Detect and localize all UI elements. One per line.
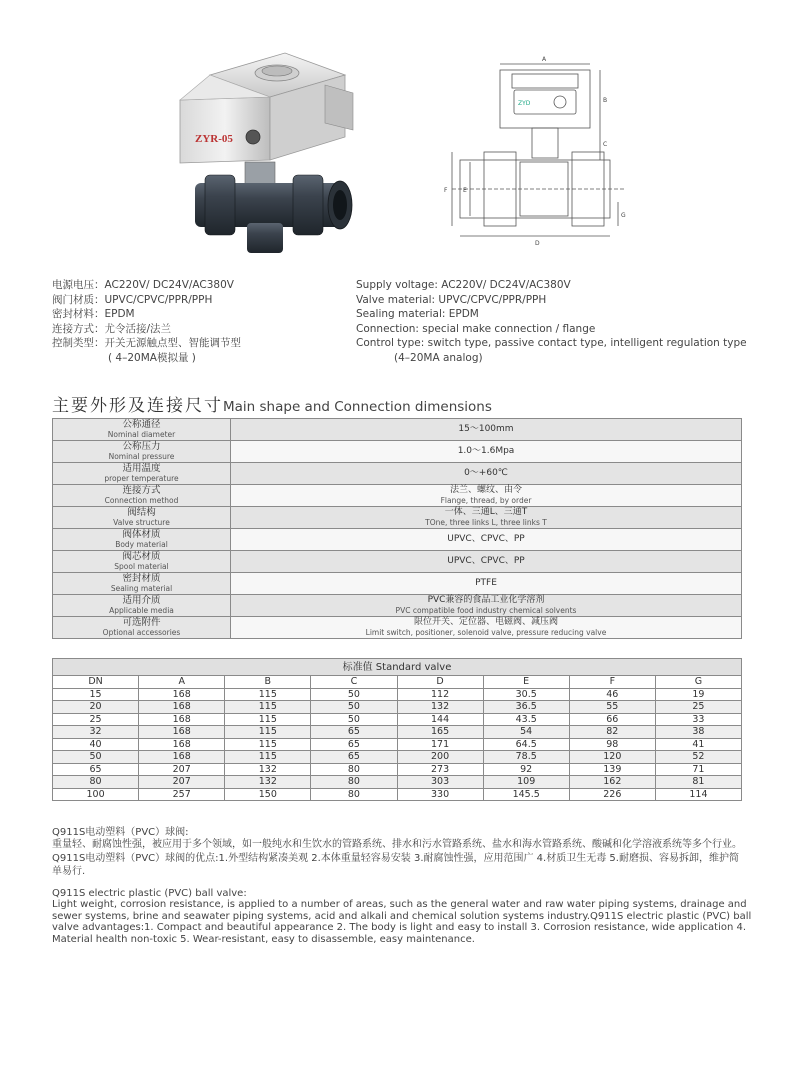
description-en-title: Q911S electric plastic (PVC) ball valve: [52, 888, 247, 899]
param-label [53, 507, 231, 529]
table-cell: 226 [569, 788, 655, 801]
table-cell: 165 [397, 726, 483, 739]
table-cell: 115 [225, 738, 311, 751]
param-value-main: UPVC、CPVC、PP [447, 555, 525, 566]
param-value-main: 一体、三通L、三通T [444, 507, 528, 517]
param-value-sub: Limit switch, positioner, solenoid valve, pressure reducing valve [365, 627, 607, 637]
param-value-main: 1.0～1.6Mpa [457, 445, 515, 456]
param-label [53, 485, 231, 507]
param-row [53, 441, 742, 463]
table-cell: 273 [397, 763, 483, 776]
param-row [53, 617, 742, 639]
spec-cn-control-note: ( 4–20MA模拟量 ) [108, 351, 196, 364]
table-cell: 139 [569, 763, 655, 776]
table-cell: 114 [655, 788, 741, 801]
spec-en-control-note: (4–20MA analog) [394, 351, 483, 364]
column-header: DN [53, 676, 139, 689]
param-label-en: Nominal pressure [108, 451, 175, 461]
param-label-cn: 公称压力 [122, 441, 161, 452]
table-cell: 100 [53, 788, 139, 801]
table-cell: 38 [655, 726, 741, 739]
table-cell: 115 [225, 751, 311, 764]
table-cell: 115 [225, 688, 311, 701]
table-cell: 50 [311, 688, 397, 701]
param-value [231, 485, 742, 507]
table-cell: 20 [53, 701, 139, 714]
dim-label-a: A [542, 56, 547, 63]
table-cell: 171 [397, 738, 483, 751]
product-image [175, 45, 360, 270]
table-cell: 40 [53, 738, 139, 751]
table-cell: 168 [139, 701, 225, 714]
param-value-main: 15～100mm [458, 423, 514, 434]
param-label-cn: 连接方式 [122, 485, 161, 496]
column-header: G [655, 676, 741, 689]
param-label-cn: 可选附件 [122, 617, 161, 628]
param-row [53, 529, 742, 551]
table-row [53, 788, 742, 801]
param-label [53, 551, 231, 573]
spec-cn-seal: 密封材料：EPDM [52, 308, 135, 321]
parameters-table [52, 418, 742, 639]
spec-cn-control: 控制类型：开关无源触点型、智能调节型 [52, 337, 241, 350]
description-cn-title: Q911S电动塑料（PVC）球阀: [52, 827, 189, 838]
model-label: ZYR-05 [195, 133, 233, 145]
table-cell: 25 [655, 701, 741, 714]
param-row [53, 551, 742, 573]
param-label-en: proper temperature [104, 473, 179, 483]
table-cell: 168 [139, 738, 225, 751]
table-cell: 32 [53, 726, 139, 739]
column-header: E [483, 676, 569, 689]
param-label [53, 573, 231, 595]
table-cell: 50 [311, 713, 397, 726]
param-label-cn: 密封材质 [122, 573, 161, 584]
table-cell: 78.5 [483, 751, 569, 764]
param-value-main: 0～+60℃ [464, 467, 508, 478]
spec-list-en [356, 278, 747, 366]
table-cell: 15 [53, 688, 139, 701]
table-cell: 145.5 [483, 788, 569, 801]
spec-cn-connection: 连接方式：尤令活接/法兰 [52, 322, 172, 335]
table-row [53, 713, 742, 726]
param-label [53, 441, 231, 463]
column-header: D [397, 676, 483, 689]
table-cell: 168 [139, 751, 225, 764]
param-value [231, 573, 742, 595]
param-value [231, 529, 742, 551]
table-cell: 150 [225, 788, 311, 801]
spec-cn-voltage: 电源电压：AC220V/ DC24V/AC380V [52, 279, 234, 291]
param-label-cn: 适用介质 [122, 595, 161, 606]
table-cell: 65 [311, 751, 397, 764]
table-cell: 257 [139, 788, 225, 801]
param-value-main: PVC兼容的食品工业化学溶剂 [427, 595, 545, 605]
standard-values-table [52, 658, 742, 801]
dim-label-b: B [603, 97, 608, 104]
table-cell: 144 [397, 713, 483, 726]
param-label-cn: 阀体材质 [122, 529, 161, 540]
table-cell: 33 [655, 713, 741, 726]
spec-cn-material: 阀门材质：UPVC/CPVC/PPR/PPH [52, 293, 213, 306]
table-cell: 19 [655, 688, 741, 701]
table-row [53, 688, 742, 701]
param-label-en: Applicable media [109, 605, 174, 615]
table-cell: 66 [569, 713, 655, 726]
section-title-cn: 主要外形及连接尺寸 [52, 396, 223, 416]
table-cell: 46 [569, 688, 655, 701]
section-title-en: Main shape and Connection dimensions [223, 399, 492, 415]
param-label-cn: 阀芯材质 [122, 551, 161, 562]
spec-en-voltage: Supply voltage: AC220V/ DC24V/AC380V [356, 279, 571, 291]
spec-list-cn [52, 278, 241, 366]
param-value-main: UPVC、CPVC、PP [447, 533, 525, 544]
param-value-sub: Flange, thread, by order [440, 495, 532, 505]
table-row [53, 701, 742, 714]
table-row [53, 738, 742, 751]
table-cell: 52 [655, 751, 741, 764]
column-header: A [139, 676, 225, 689]
column-header: B [225, 676, 311, 689]
table-cell: 50 [53, 751, 139, 764]
param-label-en: Nominal diameter [107, 429, 176, 439]
table-cell: 115 [225, 726, 311, 739]
table-cell: 207 [139, 763, 225, 776]
table-cell: 162 [569, 776, 655, 789]
table-cell: 80 [311, 788, 397, 801]
param-value [231, 617, 742, 639]
table-cell: 82 [569, 726, 655, 739]
spec-en-control: Control type: switch type, passive contact type, intelligent regulation type [356, 337, 747, 350]
dim-label-d: D [535, 240, 540, 247]
table-cell: 80 [311, 763, 397, 776]
param-row [53, 507, 742, 529]
param-row [53, 463, 742, 485]
dim-label-c: C [603, 141, 608, 148]
description-en-body: Light weight, corrosion resistance, is applied to a number of areas, such as the general water and raw water piping systems, drainage and sewer systems, brine and seawater piping systems, acid and alkali and chemical solution systems industry.Q911S electric plastic (PVC) ball valve advantages:1. Compact and beautiful appearance 2. The body is light and easy to install 3. Corrosion resistance, wide application 4. Material health non-toxic 5. Wear-resistant, easy to disassemble, easy maintenance. [52, 899, 752, 945]
table-cell: 65 [311, 738, 397, 751]
table-cell: 30.5 [483, 688, 569, 701]
table-cell: 168 [139, 726, 225, 739]
param-value [231, 441, 742, 463]
param-label [53, 617, 231, 639]
dim-label-f: F [444, 187, 448, 194]
param-row [53, 573, 742, 595]
param-value-sub: TOne, three links L, three links T [425, 517, 547, 527]
table-cell: 41 [655, 738, 741, 751]
drawing-logo: ZYD [518, 100, 531, 107]
param-value-main: 限位开关、定位器、电磁阀、减压阀 [413, 617, 558, 627]
table-cell: 168 [139, 688, 225, 701]
table-cell: 115 [225, 701, 311, 714]
table-cell: 200 [397, 751, 483, 764]
spec-en-seal: Sealing material: EPDM [356, 308, 479, 321]
param-label-en: Spool material [114, 561, 169, 571]
table-cell: 120 [569, 751, 655, 764]
table-cell: 81 [655, 776, 741, 789]
spec-en-connection: Connection: special make connection / flange [356, 322, 596, 335]
section-title [52, 391, 492, 416]
column-header: F [569, 676, 655, 689]
column-header: C [311, 676, 397, 689]
standard-table-caption: 标准值 Standard valve [53, 659, 742, 676]
table-cell: 92 [483, 763, 569, 776]
param-label [53, 529, 231, 551]
table-cell: 132 [397, 701, 483, 714]
table-cell: 109 [483, 776, 569, 789]
table-row [53, 776, 742, 789]
param-label-en: Body material [115, 539, 168, 549]
table-cell: 207 [139, 776, 225, 789]
table-cell: 71 [655, 763, 741, 776]
param-label [53, 595, 231, 617]
dim-label-g: G [621, 212, 626, 219]
table-cell: 80 [311, 776, 397, 789]
param-row [53, 419, 742, 441]
table-cell: 115 [225, 713, 311, 726]
param-value [231, 551, 742, 573]
table-cell: 330 [397, 788, 483, 801]
dimension-drawing [440, 50, 640, 255]
param-label-cn: 公称通径 [122, 419, 161, 430]
param-value-main: PTFE [475, 577, 497, 588]
table-cell: 98 [569, 738, 655, 751]
table-cell: 25 [53, 713, 139, 726]
table-cell: 43.5 [483, 713, 569, 726]
table-cell: 112 [397, 688, 483, 701]
param-label [53, 419, 231, 441]
table-cell: 65 [311, 726, 397, 739]
table-row [53, 726, 742, 739]
spec-en-material: Valve material: UPVC/CPVC/PPR/PPH [356, 293, 547, 306]
table-cell: 54 [483, 726, 569, 739]
table-cell: 132 [225, 763, 311, 776]
param-row [53, 485, 742, 507]
table-cell: 168 [139, 713, 225, 726]
table-cell: 65 [53, 763, 139, 776]
table-cell: 55 [569, 701, 655, 714]
param-label-en: Sealing material [110, 583, 173, 593]
param-value [231, 507, 742, 529]
param-label-cn: 适用温度 [122, 463, 161, 474]
table-cell: 50 [311, 701, 397, 714]
param-label [53, 463, 231, 485]
param-row [53, 595, 742, 617]
table-cell: 303 [397, 776, 483, 789]
param-value-sub: PVC compatible food industry chemical solvents [395, 605, 577, 615]
table-row [53, 751, 742, 764]
dim-label-e: E [463, 187, 467, 194]
table-cell: 132 [225, 776, 311, 789]
param-label-en: Valve structure [113, 517, 170, 527]
table-cell: 36.5 [483, 701, 569, 714]
description-cn-body: 重量轻、耐腐蚀性强，被应用于多个领域，如一般纯水和生饮水的管路系统、排水和污水管路系统、盐水和海水管路系统、酸碱和化学溶液系统等多个行业。Q911S电动塑料（PVC）球阀的优点:1.外型结构紧凑美观 2.本体重量轻容易安装 3.耐腐蚀性强，应用范围广 4.材质卫生无毒 5.耐磨损、容易拆卸，维护简单易行. [52, 839, 742, 877]
param-label-en: Optional accessories [102, 627, 181, 637]
param-value [231, 463, 742, 485]
param-value [231, 419, 742, 441]
table-cell: 64.5 [483, 738, 569, 751]
param-label-en: Connection method [104, 495, 179, 505]
param-label-cn: 阀结构 [127, 507, 156, 518]
table-row [53, 763, 742, 776]
param-value [231, 595, 742, 617]
table-cell: 80 [53, 776, 139, 789]
param-value-main: 法兰、螺纹、由令 [449, 485, 522, 495]
